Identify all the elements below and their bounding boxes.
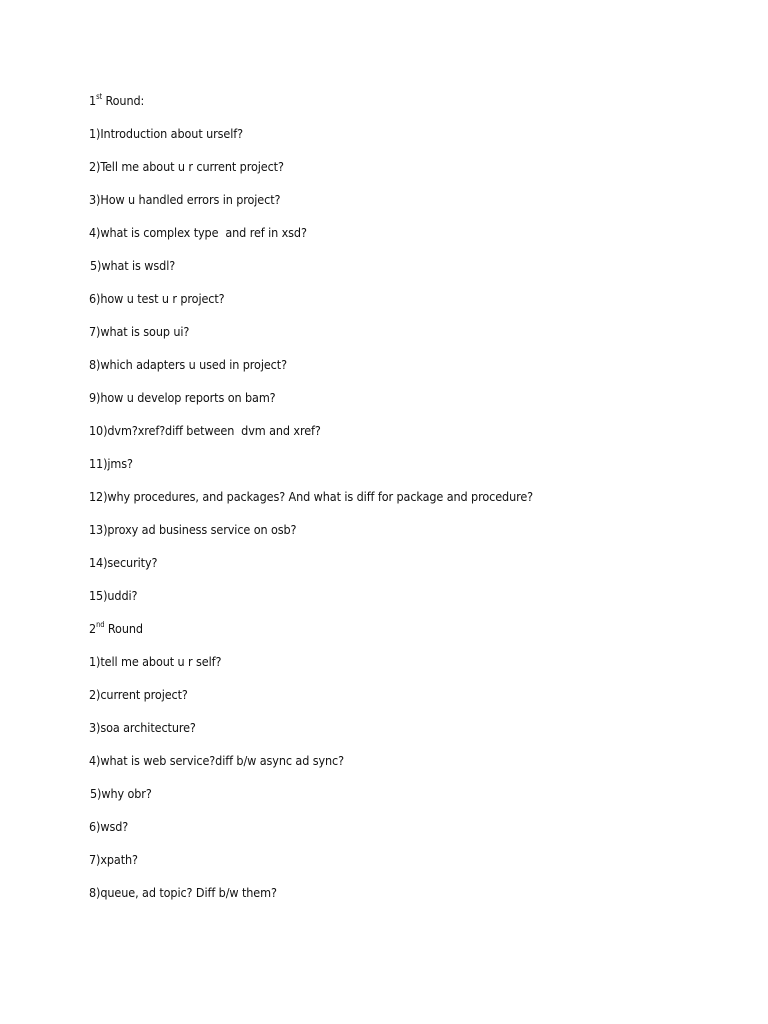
round-1-question: 10)dvm?xref?diff between dvm and xref? [89, 423, 321, 438]
round-2-heading [89, 620, 729, 653]
document-body [89, 92, 729, 917]
round-1-question: 12)why procedures, and packages? And what is diff for package and procedure? [89, 489, 534, 504]
round-1-question: 6)how u test u r project? [89, 291, 225, 306]
round-2-ordinal-suffix: nd [96, 620, 105, 629]
round-2-question: 4)what is web service?diff b/w async ad sync? [89, 753, 345, 768]
round-2-label: Round [104, 621, 143, 636]
round-1-ordinal-suffix: st [96, 92, 103, 101]
round-2-question: 3)soa architecture? [89, 720, 196, 735]
round-1-label: Round: [102, 93, 145, 108]
round-2-question: 7)xpath? [89, 852, 138, 867]
round-1-number: 1 [89, 93, 97, 108]
round-1-question: 1)Introduction about urself? [89, 126, 243, 141]
round-2-question: 5)why obr? [90, 786, 152, 801]
round-1-question: 2)Tell me about u r current project? [89, 159, 284, 174]
round-1-question: 13)proxy ad business service on osb? [89, 522, 297, 537]
round-1-question: 7)what is soup ui? [89, 324, 190, 339]
round-2-question: 2)current project? [89, 687, 188, 702]
round-1-question: 15)uddi? [89, 588, 138, 603]
round-1-question: 3)How u handled errors in project? [89, 192, 281, 207]
round-1-question: 4)what is complex type and ref in xsd? [89, 225, 307, 240]
round-2-number: 2 [89, 621, 97, 636]
round-1-question: 14)security? [89, 555, 158, 570]
round-1-heading [89, 92, 729, 125]
round-1-question: 11)jms? [89, 456, 133, 471]
round-2-question: 8)queue, ad topic? Diff b/w them? [89, 885, 277, 900]
round-2-question: 6)wsd? [89, 819, 129, 834]
round-1-question: 8)which adapters u used in project? [89, 357, 287, 372]
round-1-question: 9)how u develop reports on bam? [89, 390, 276, 405]
round-1-question: 5)what is wsdl? [90, 258, 176, 273]
round-2-question: 1)tell me about u r self? [89, 654, 222, 669]
